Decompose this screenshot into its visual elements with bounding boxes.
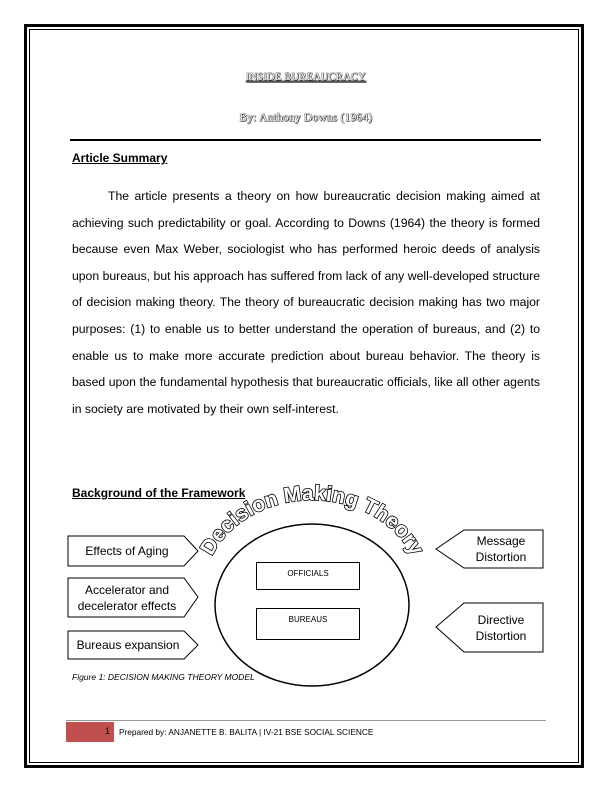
- bureaus-box: BUREAUS: [256, 608, 360, 640]
- central-ellipse: [215, 524, 409, 686]
- document-title: INSIDE BUREAUCRACY: [246, 72, 366, 83]
- figure-caption: Figure 1: DECISION MAKING THEORY MODEL: [72, 672, 255, 682]
- footer-text: Prepared by: ANJANETTE B. BALITA | IV-21 BSE SOCIAL SCIENCE: [119, 727, 374, 737]
- arc-title: Decision Making Theory: [196, 481, 428, 559]
- footer-page-number: 1: [104, 726, 110, 736]
- officials-box: OFFICIALS: [256, 562, 360, 590]
- summary-paragraph: The article presents a theory on how bureaucratic decision making aimed at achieving such predictability or goal. According to Downs (1964) the theory is formed because even Max Weber, sociologist who has performed heroic deeds of analysis upon bureaus, but his approach has suffered from lack of any well-developed structure of decision making theory. The theory of bureaucratic decision making has two major purposes: (1) to enable us to better understand the operation of bureaus, and (2) to enable us to make more accurate prediction about bureau behavior. The theory is based upon the fundamental hypothesis that bureaucratic officials, like all other agents in society are motivated by their own self-interest.: [72, 189, 540, 416]
- summary-heading: Article Summary: [72, 151, 168, 165]
- left-box-accelerator: Accelerator and decelerator effects: [77, 583, 177, 613]
- author-line: By: Anthony Downs (1964): [239, 112, 373, 124]
- right-box-message-distortion: Message Distortion: [475, 534, 527, 564]
- left-box-effects-of-aging: Effects of Aging: [85, 544, 169, 558]
- footer-divider: [66, 720, 546, 721]
- right-box-directive-distortion: Directive Distortion: [475, 613, 527, 643]
- left-box-bureaus-expansion: Bureaus expansion: [76, 638, 180, 652]
- framework-heading: Background of the Framework: [72, 486, 246, 500]
